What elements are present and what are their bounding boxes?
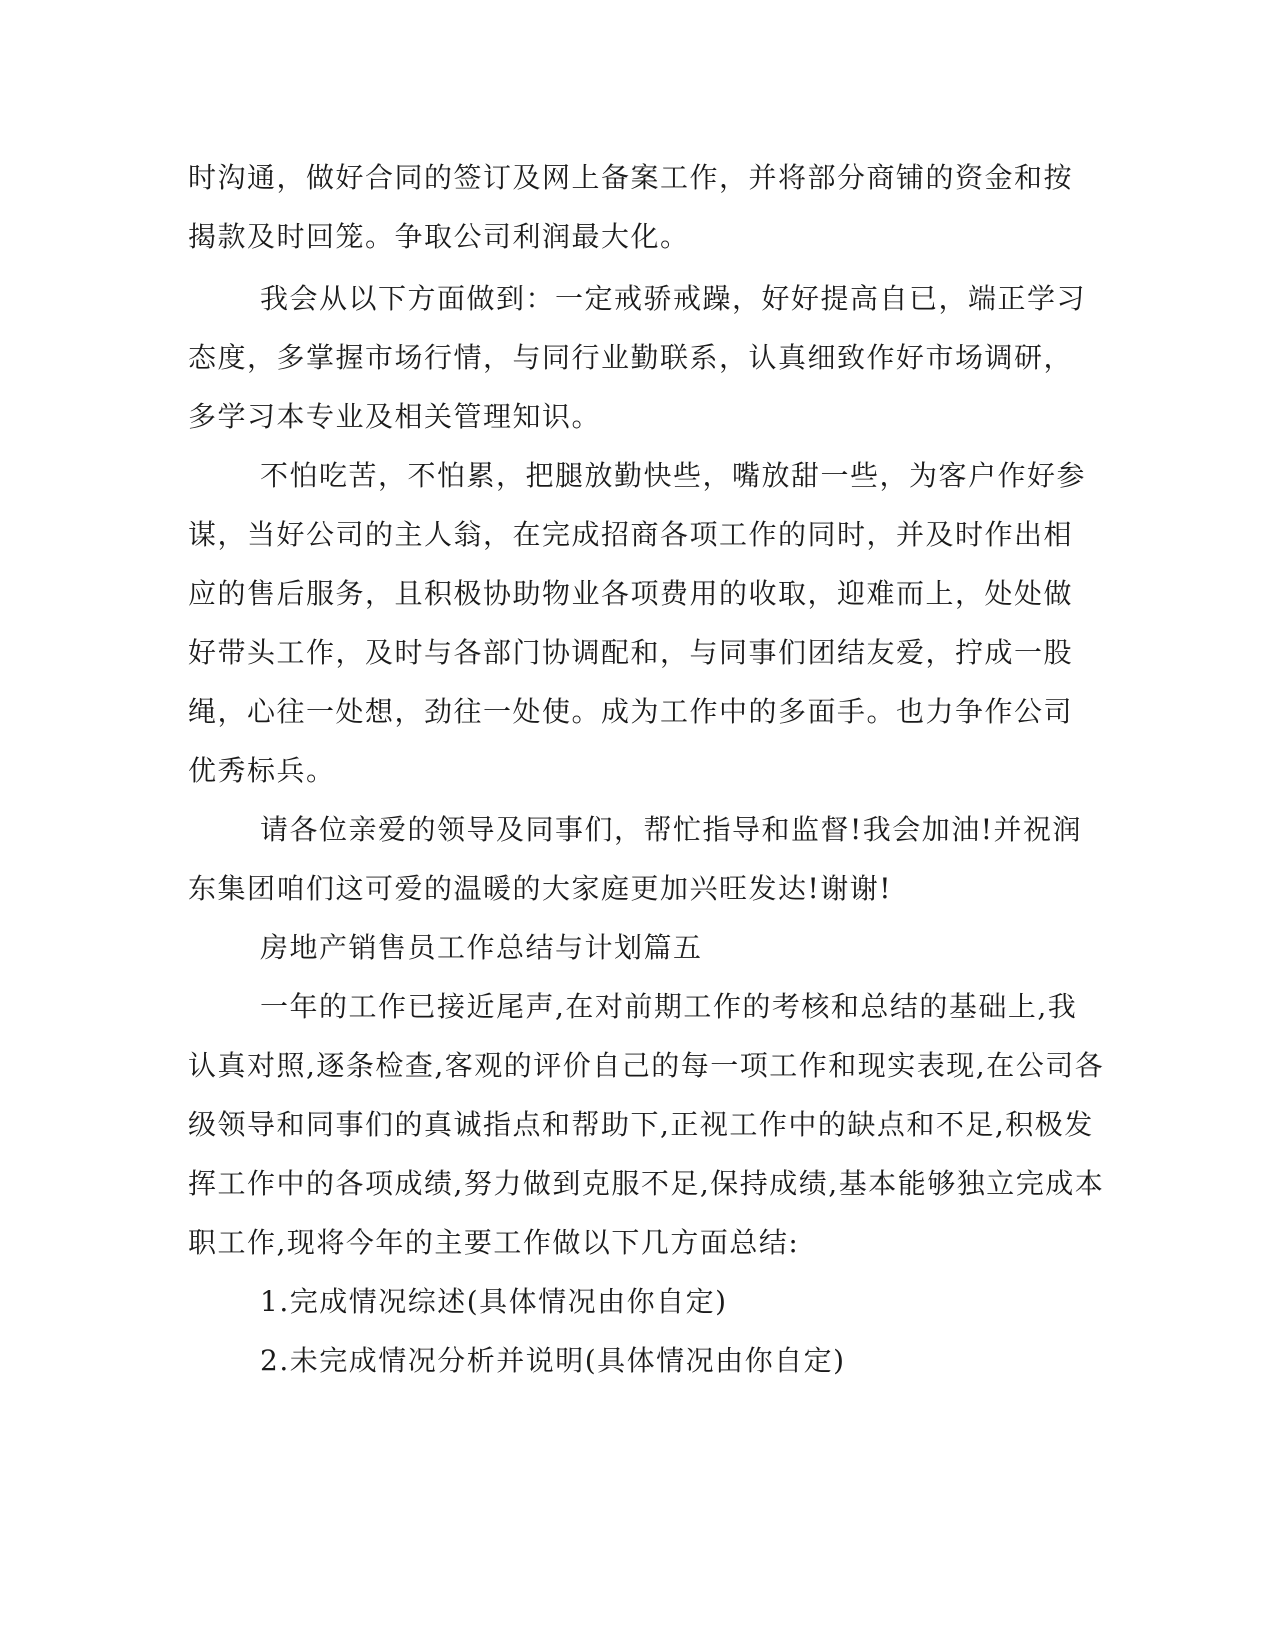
text-line: 态度，多掌握市场行情，与同行业勤联系，认真细致作好市场调研， bbox=[188, 341, 1074, 374]
paragraph-start: 一年的工作已接近尾声,在对前期工作的考核和总结的基础上,我 bbox=[260, 990, 1078, 1023]
paragraph-start: 请各位亲爱的领导及同事们，帮忙指导和监督!我会加油!并祝润 bbox=[260, 813, 1083, 846]
paragraph-start: 不怕吃苦，不怕累，把腿放勤快些，嘴放甜一些，为客户作好参 bbox=[260, 459, 1087, 492]
text-line: 揭款及时回笼。争取公司利润最大化。 bbox=[188, 220, 690, 253]
paragraph-start: 我会从以下方面做到：一定戒骄戒躁，好好提高自已，端正学习 bbox=[260, 282, 1087, 315]
list-item: 1.完成情况综述(具体情况由你自定) bbox=[260, 1285, 728, 1318]
text-line: 认真对照,逐条检查,客观的评价自己的每一项工作和现实表现,在公司各 bbox=[188, 1049, 1105, 1082]
list-item: 2.未完成情况分析并说明(具体情况由你自定) bbox=[260, 1344, 846, 1377]
section-heading: 房地产销售员工作总结与计划篇五 bbox=[260, 931, 703, 964]
text-line: 多学习本专业及相关管理知识。 bbox=[188, 400, 602, 433]
text-line: 应的售后服务，且积极协助物业各项费用的收取，迎难而上，处处做 bbox=[188, 577, 1074, 610]
text-line: 绳，心往一处想，劲往一处使。成为工作中的多面手。也力争作公司 bbox=[188, 695, 1074, 728]
text-line: 时沟通，做好合同的签订及网上备案工作，并将部分商铺的资金和按 bbox=[188, 161, 1074, 194]
text-line: 谋，当好公司的主人翁，在完成招商各项工作的同时，并及时作出相 bbox=[188, 518, 1074, 551]
text-line: 职工作,现将今年的主要工作做以下几方面总结: bbox=[188, 1226, 800, 1259]
text-line: 东集团咱们这可爱的温暖的大家庭更加兴旺发达!谢谢! bbox=[188, 872, 893, 905]
text-line: 好带头工作，及时与各部门协调配和，与同事们团结友爱，拧成一股 bbox=[188, 636, 1074, 669]
text-line: 级领导和同事们的真诚指点和帮助下,正视工作中的缺点和不足,积极发 bbox=[188, 1108, 1094, 1141]
text-line: 优秀标兵。 bbox=[188, 754, 336, 787]
text-line: 挥工作中的各项成绩,努力做到克服不足,保持成绩,基本能够独立完成本 bbox=[188, 1167, 1105, 1200]
